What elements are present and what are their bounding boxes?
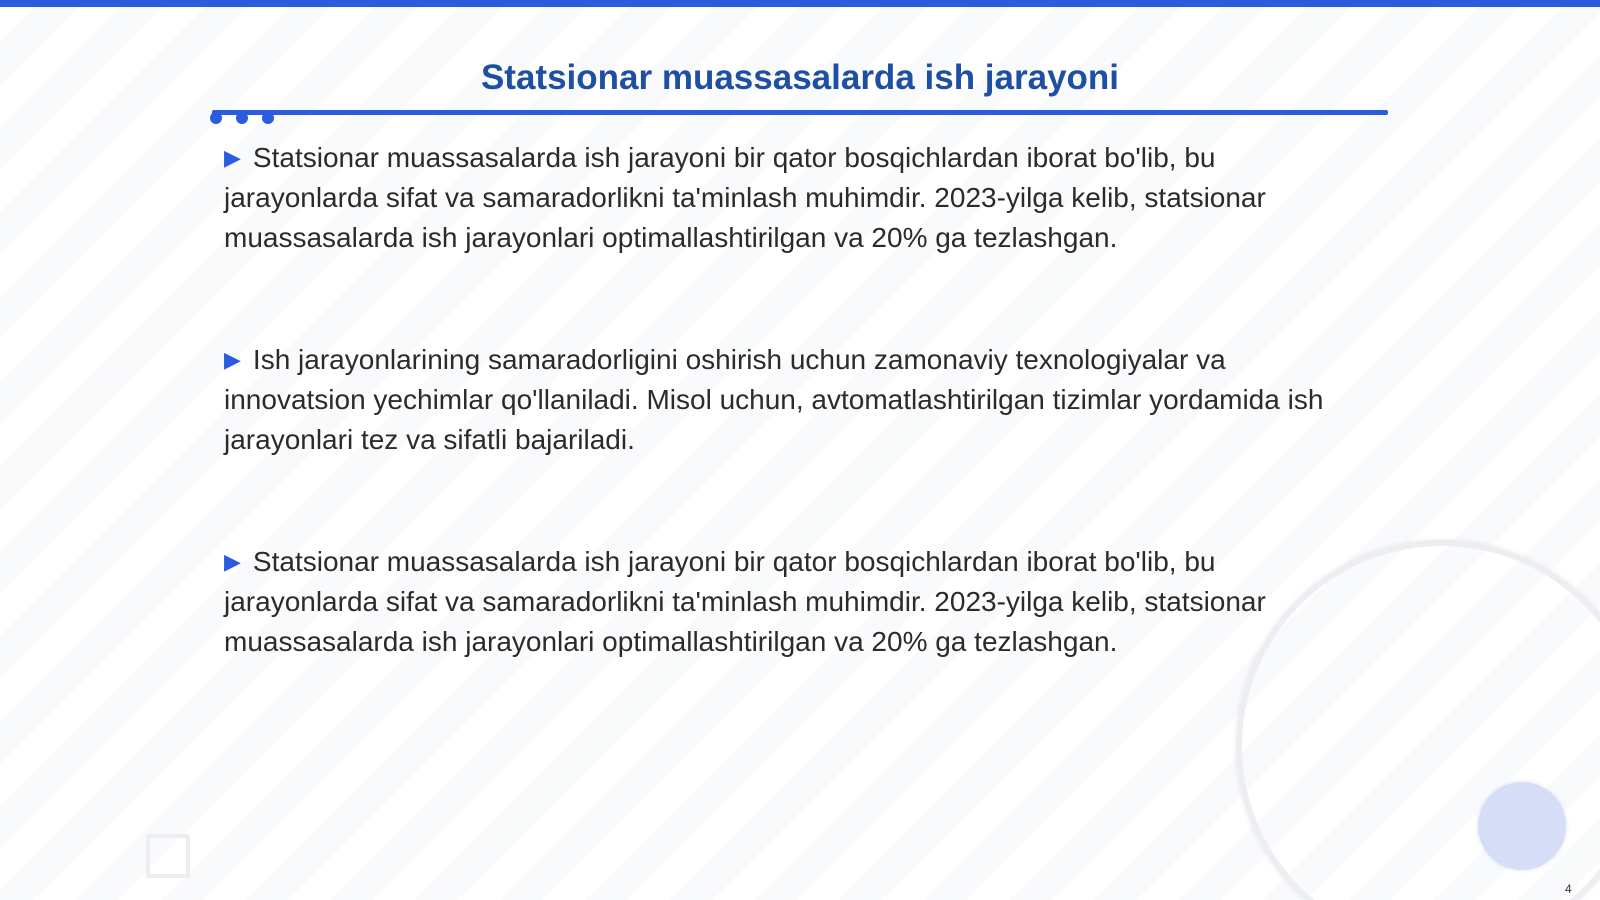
bullet-paragraph: [224, 138, 1374, 258]
bullet-text: Ish jarayonlarining samaradorligini oshirish uchun zamonaviy texnologiyalar va innovatsion yechimlar qo'llaniladi. Misol uchun, avtomatlashtirilgan tizimlar yordamida ish jarayonlari tez va sifatli bajariladi.: [224, 344, 1324, 455]
triangle-bullet-icon: ▶: [224, 145, 241, 170]
bullet-text: Statsionar muassasalarda ish jarayoni bir qator bosqichlardan iborat bo'lib, bu jarayonlarda sifat va samaradorlikni ta'minlash muhimdir. 2023-yilga kelib, statsionar muassasalarda ish jarayonlari optimallashtirilgan va 20% ga tezlashgan.: [224, 142, 1266, 253]
bullet-paragraph: [224, 542, 1374, 662]
decor-dot: [262, 112, 274, 124]
decor-dot: [210, 112, 222, 124]
slide-title: Statsionar muassasalarda ish jarayoni: [480, 58, 1120, 97]
decor-dot: [236, 112, 248, 124]
bullet-text: Statsionar muassasalarda ish jarayoni bir qator bosqichlardan iborat bo'lib, bu jarayonlarda sifat va samaradorlikni ta'minlash muhimdir. 2023-yilga kelib, statsionar muassasalarda ish jarayonlari optimallashtirilgan va 20% ga tezlashgan.: [224, 546, 1266, 657]
bullet-paragraph: [224, 340, 1374, 460]
triangle-bullet-icon: ▶: [224, 549, 241, 574]
decor-square: [146, 834, 190, 878]
triangle-bullet-icon: ▶: [224, 347, 241, 372]
top-accent-bar: [0, 0, 1600, 7]
bullet-list: [224, 138, 1374, 744]
page-number: 4: [1565, 882, 1572, 896]
title-underline: [212, 110, 1388, 115]
decor-circle: [1478, 782, 1566, 870]
